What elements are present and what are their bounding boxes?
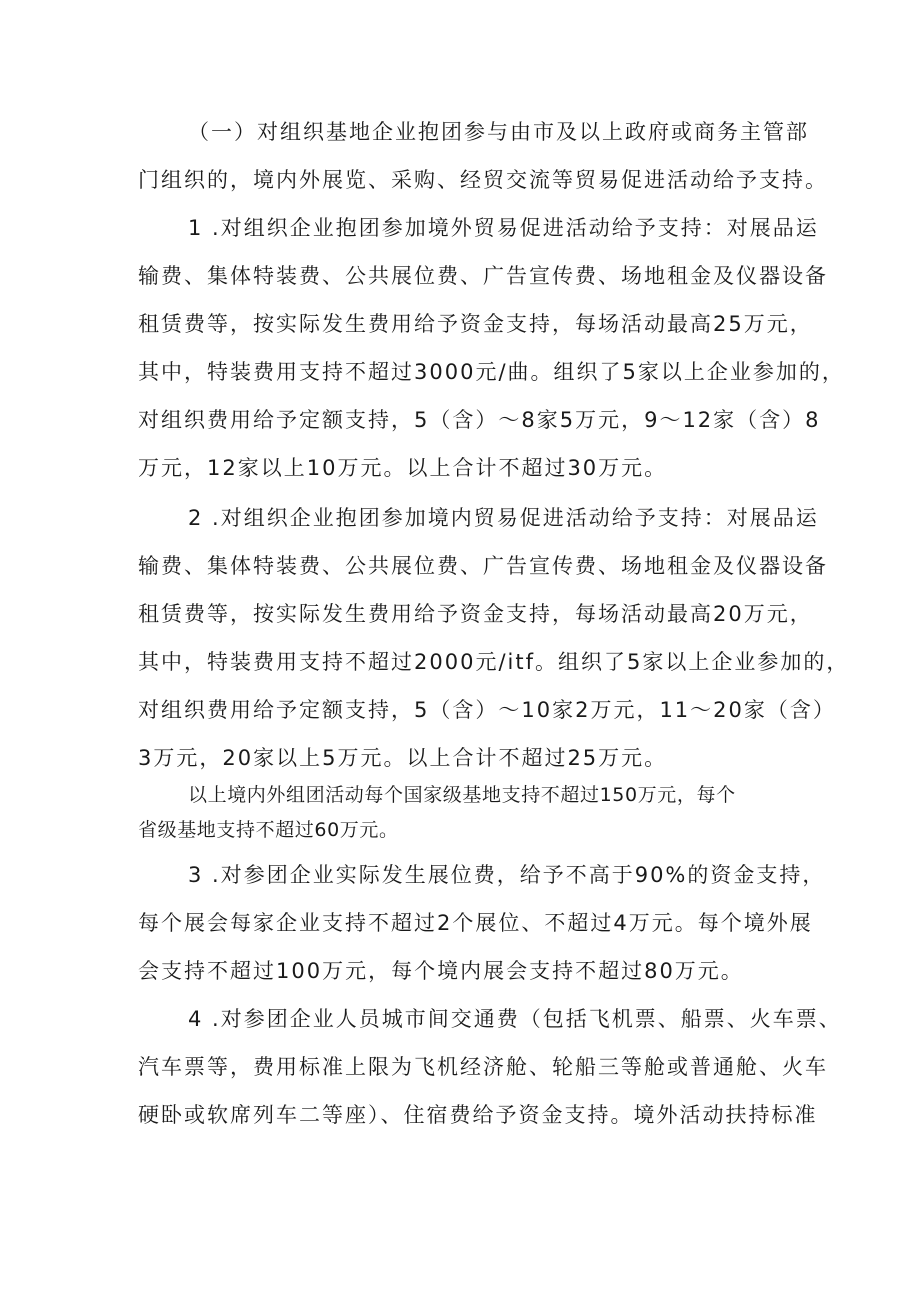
paragraph-line: 1 .对组织企业抱团参加境外贸易促进活动给予支持：对展品运 [188, 216, 819, 240]
paragraph-line: 2 .对组织企业抱团参加境内贸易促进活动给予支持：对展品运 [188, 506, 819, 530]
paragraph-line: 3万元，20家以上5万元。以上合计不超过25万元。 [138, 746, 668, 770]
paragraph-line: 租赁费等，按实际发生费用给予资金支持，每场活动最高25万元， [138, 312, 813, 336]
paragraph-line: （一）对组织基地企业抱团参与由市及以上政府或商务主管部 [188, 120, 809, 144]
paragraph-line: 租赁费等，按实际发生费用给予资金支持，每场活动最高20万元， [138, 602, 813, 626]
paragraph-line: 4 .对参团企业人员城市间交通费（包括飞机票、船票、火车票、 [188, 1007, 842, 1031]
paragraph-line: 硬卧或软席列车二等座）、住宿费给予资金支持。境外活动扶持标准 [138, 1103, 818, 1127]
paragraph-line: 汽车票等，费用标准上限为飞机经济舱、轮船三等舱或普通舱、火车 [138, 1055, 828, 1079]
paragraph-line: 输费、集体特装费、公共展位费、广告宣传费、场地租金及仪器设备 [138, 264, 828, 288]
paragraph-line: 每个展会每家企业支持不超过2个展位、不超过4万元。每个境外展 [138, 911, 813, 935]
paragraph-line: 3 .对参团企业实际发生展位费，给予不高于90%的资金支持， [188, 863, 826, 887]
paragraph-line: 门组织的，境内外展览、采购、经贸交流等贸易促进活动给予支持。 [138, 168, 828, 192]
paragraph-line: 以上境内外组团活动每个国家级基地支持不超过150万元，每个 [188, 784, 736, 806]
paragraph-line: 输费、集体特装费、公共展位费、广告宣传费、场地租金及仪器设备 [138, 554, 828, 578]
paragraph-line: 其中，特装费用支持不超过2000元/itf。组织了5家以上企业参加的， [138, 650, 850, 674]
paragraph-line: 对组织费用给予定额支持，5（含）〜8家5万元，9〜12家（含）8 [138, 408, 821, 432]
paragraph-line: 省级基地支持不超过60万元。 [138, 819, 399, 841]
paragraph-line: 会支持不超过100万元，每个境内展会支持不超过80万元。 [138, 959, 744, 983]
paragraph-line: 其中，特装费用支持不超过3000元/曲。组织了5家以上企业参加的， [138, 360, 845, 384]
paragraph-line: 对组织费用给予定额支持，5（含）〜10家2万元，11〜20家（含） [138, 698, 836, 722]
paragraph-line: 万元，12家以上10万元。以上合计不超过30万元。 [138, 456, 668, 480]
